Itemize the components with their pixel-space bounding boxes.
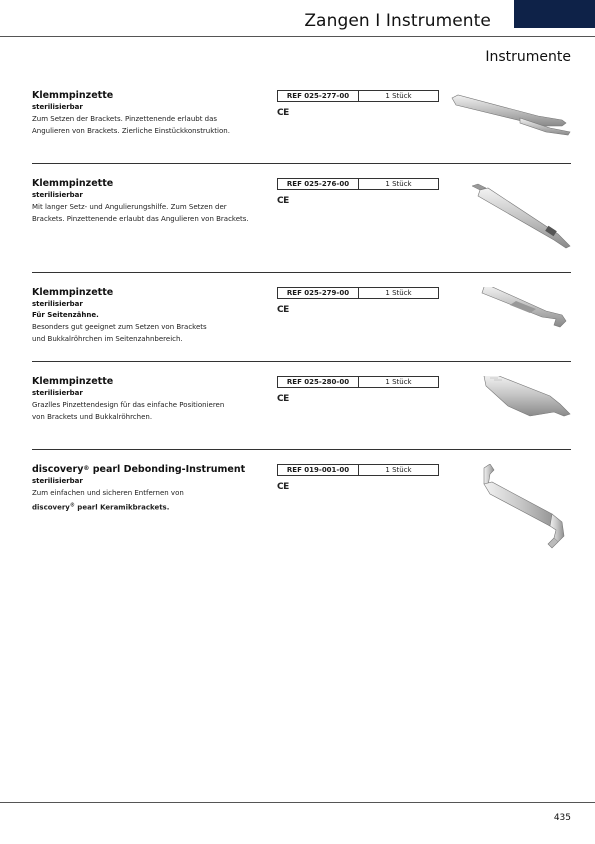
ref-number: REF 025-280-00 xyxy=(278,377,359,387)
section-divider xyxy=(32,449,571,450)
product-entry xyxy=(32,464,571,514)
product-sterilizable: sterilisierbar xyxy=(32,477,83,485)
product-sterilizable: sterilisierbar xyxy=(32,389,83,397)
quantity: 1 Stück xyxy=(385,289,412,297)
description-line: Besonders gut geeignet zum Setzen von Brackets xyxy=(32,323,207,331)
product-subtitle: Für Seitenzähne. xyxy=(32,311,99,319)
product-name: Klemmpinzette xyxy=(32,376,114,387)
tweezer-image xyxy=(450,287,572,367)
header-rule xyxy=(0,36,595,37)
description-line: Zum einfachen und sicheren Entfernen von xyxy=(32,489,184,497)
ref-box xyxy=(277,464,439,476)
header-color-bar xyxy=(514,0,595,28)
brand-name: discovery xyxy=(32,503,70,512)
product-name: Klemmpinzette xyxy=(32,178,114,189)
description-line: Brackets. Pinzettenende erlaubt das Angulieren von Brackets. xyxy=(32,215,249,224)
ce-mark: CE xyxy=(277,305,289,315)
tweezer-image xyxy=(450,178,572,258)
tweezer-image xyxy=(450,376,572,456)
debonding-instrument-image xyxy=(450,464,572,554)
page-number: 435 xyxy=(553,813,571,823)
description-line: Grazlles Pinzettendesign für das einfache Positionieren xyxy=(32,401,225,409)
product-name: Klemmpinzette xyxy=(32,90,114,101)
ce-mark: CE xyxy=(277,108,289,118)
ce-mark: CE xyxy=(277,482,289,492)
section-divider xyxy=(32,163,571,164)
section-divider xyxy=(32,272,571,273)
ref-box xyxy=(277,90,439,102)
footer-rule xyxy=(0,802,595,803)
description-line: Angulieren von Brackets. Zierliche Einstückkonstruktion. xyxy=(32,127,230,136)
registered-mark: ® xyxy=(83,465,90,472)
quantity: 1 Stück xyxy=(385,92,412,100)
ref-number: REF 025-276-00 xyxy=(278,179,359,189)
description-line: Zum Setzen der Brackets. Pinzettenende erlaubt das xyxy=(32,115,218,123)
ref-box xyxy=(277,287,439,299)
page-header-title: Zangen I Instrumente xyxy=(304,11,491,31)
description-line: Mit langer Setz- und Angulierungshilfe. Zum Setzen der xyxy=(32,203,227,211)
ce-mark: CE xyxy=(277,394,289,404)
product-sterilizable: sterilisierbar xyxy=(32,103,83,111)
product-entry xyxy=(32,287,571,346)
ref-box xyxy=(277,178,439,190)
quantity: 1 Stück xyxy=(385,378,412,386)
description-bold-text: pearl Keramikbrackets. xyxy=(74,503,170,512)
registered-mark: ® xyxy=(69,502,75,509)
quantity: 1 Stück xyxy=(385,466,412,474)
product-name-rest: pearl Debonding-Instrument xyxy=(89,464,246,475)
tweezer-image xyxy=(450,90,572,170)
section-divider xyxy=(32,361,571,362)
product-name-brand: discovery xyxy=(32,464,84,475)
ref-number: REF 025-277-00 xyxy=(278,91,359,101)
product-entry xyxy=(32,90,571,138)
section-title: Instrumente xyxy=(485,49,571,65)
description-line: von Brackets und Bukkalröhrchen. xyxy=(32,413,153,422)
product-sterilizable: sterilisierbar xyxy=(32,300,83,308)
description-line: und Bukkalröhrchen im Seitenzahnbereich. xyxy=(32,335,183,344)
product-sterilizable: sterilisierbar xyxy=(32,191,83,199)
ref-number: REF 019-001-00 xyxy=(278,465,359,475)
ref-box xyxy=(277,376,439,388)
product-name: Klemmpinzette xyxy=(32,287,114,298)
product-entry xyxy=(32,178,571,226)
ref-number: REF 025-279-00 xyxy=(278,288,359,298)
ce-mark: CE xyxy=(277,196,289,206)
product-entry xyxy=(32,376,571,424)
quantity: 1 Stück xyxy=(385,180,412,188)
